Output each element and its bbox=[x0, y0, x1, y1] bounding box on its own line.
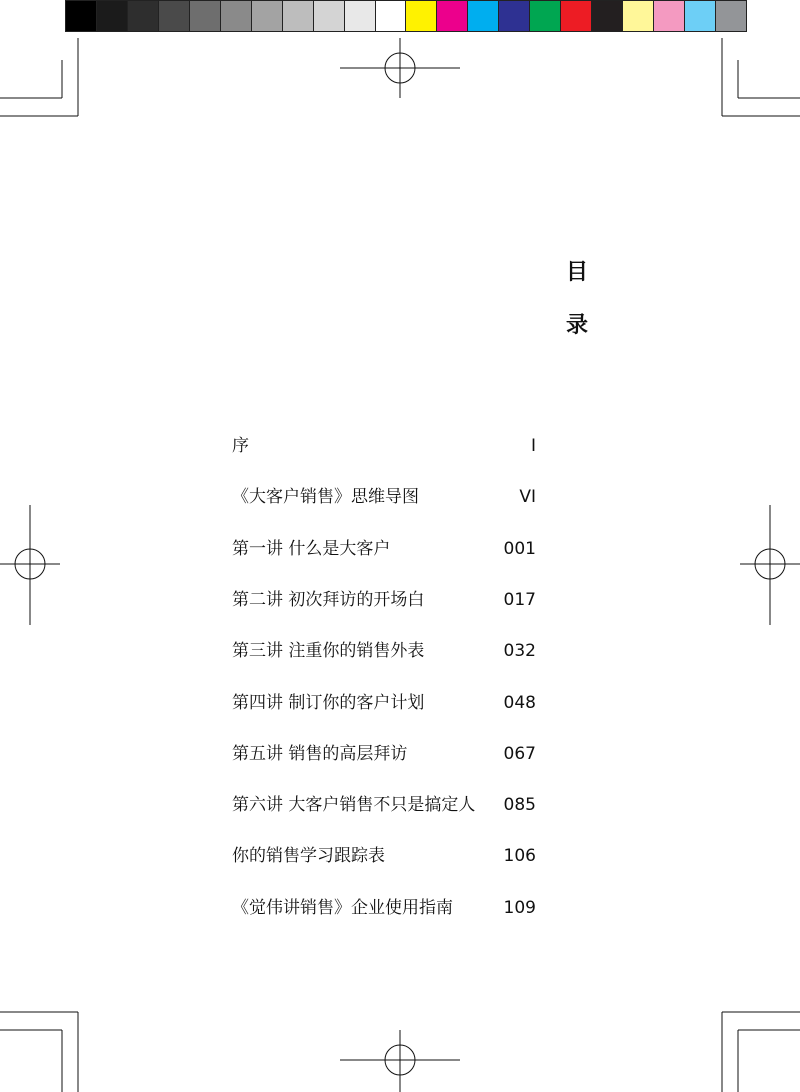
toc-entry-title: 你的销售学习跟踪表 bbox=[232, 846, 385, 867]
toc-entry-title: 第六讲 大客户销售不只是搞定人 bbox=[232, 795, 476, 816]
toc-entry-page-number: 001 bbox=[503, 538, 536, 559]
toc-entry-page-number: I bbox=[530, 436, 536, 456]
crop-mark-top-left bbox=[0, 38, 78, 116]
toc-entry-title: 第五讲 销售的高层拜访 bbox=[232, 743, 408, 764]
toc-entry[interactable] bbox=[232, 588, 542, 612]
toc-entry[interactable] bbox=[232, 691, 542, 715]
toc-entry-page-number: 067 bbox=[503, 743, 536, 764]
toc-entry-page-number: 032 bbox=[503, 641, 536, 662]
crop-mark-bottom-right bbox=[722, 1012, 800, 1092]
toc-entry[interactable] bbox=[232, 434, 542, 458]
toc-entry-title: 第一讲 什么是大客户 bbox=[232, 538, 391, 559]
toc-entry-title: 序 bbox=[232, 436, 249, 456]
registration-mark-left bbox=[0, 505, 60, 625]
toc-entry-page-number: 048 bbox=[503, 692, 536, 713]
toc-entry-page-number: 106 bbox=[503, 846, 536, 867]
toc-entry-title: 《大客户销售》思维导图 bbox=[232, 487, 419, 508]
toc-entry-title: 第四讲 制订你的客户计划 bbox=[232, 692, 425, 713]
toc-entry-page-number: 109 bbox=[503, 897, 536, 918]
toc-entry[interactable] bbox=[232, 844, 542, 868]
toc-entry[interactable] bbox=[232, 639, 542, 663]
toc-entry[interactable] bbox=[232, 742, 542, 766]
contents-heading-char-2: 录 bbox=[566, 313, 589, 338]
toc-entry-title: 《觉伟讲销售》企业使用指南 bbox=[232, 897, 453, 918]
toc-entry-title: 第三讲 注重你的销售外表 bbox=[232, 641, 425, 662]
toc-entry[interactable] bbox=[232, 485, 542, 509]
toc-entry[interactable] bbox=[232, 537, 542, 561]
toc-entry[interactable] bbox=[232, 896, 542, 920]
toc-entry-page-number: VI bbox=[519, 487, 536, 508]
crop-mark-bottom-left bbox=[0, 1012, 78, 1092]
toc-entry[interactable] bbox=[232, 793, 542, 817]
toc-entry-title: 第二讲 初次拜访的开场白 bbox=[232, 589, 425, 610]
registration-mark-top bbox=[340, 38, 460, 98]
registration-mark-right bbox=[740, 505, 800, 625]
toc-entry-page-number: 085 bbox=[503, 795, 536, 816]
contents-heading-char-1: 目 bbox=[566, 260, 589, 285]
registration-mark-bottom bbox=[340, 1030, 460, 1092]
crop-mark-top-right bbox=[722, 38, 800, 116]
toc-entry-page-number: 017 bbox=[503, 589, 536, 610]
